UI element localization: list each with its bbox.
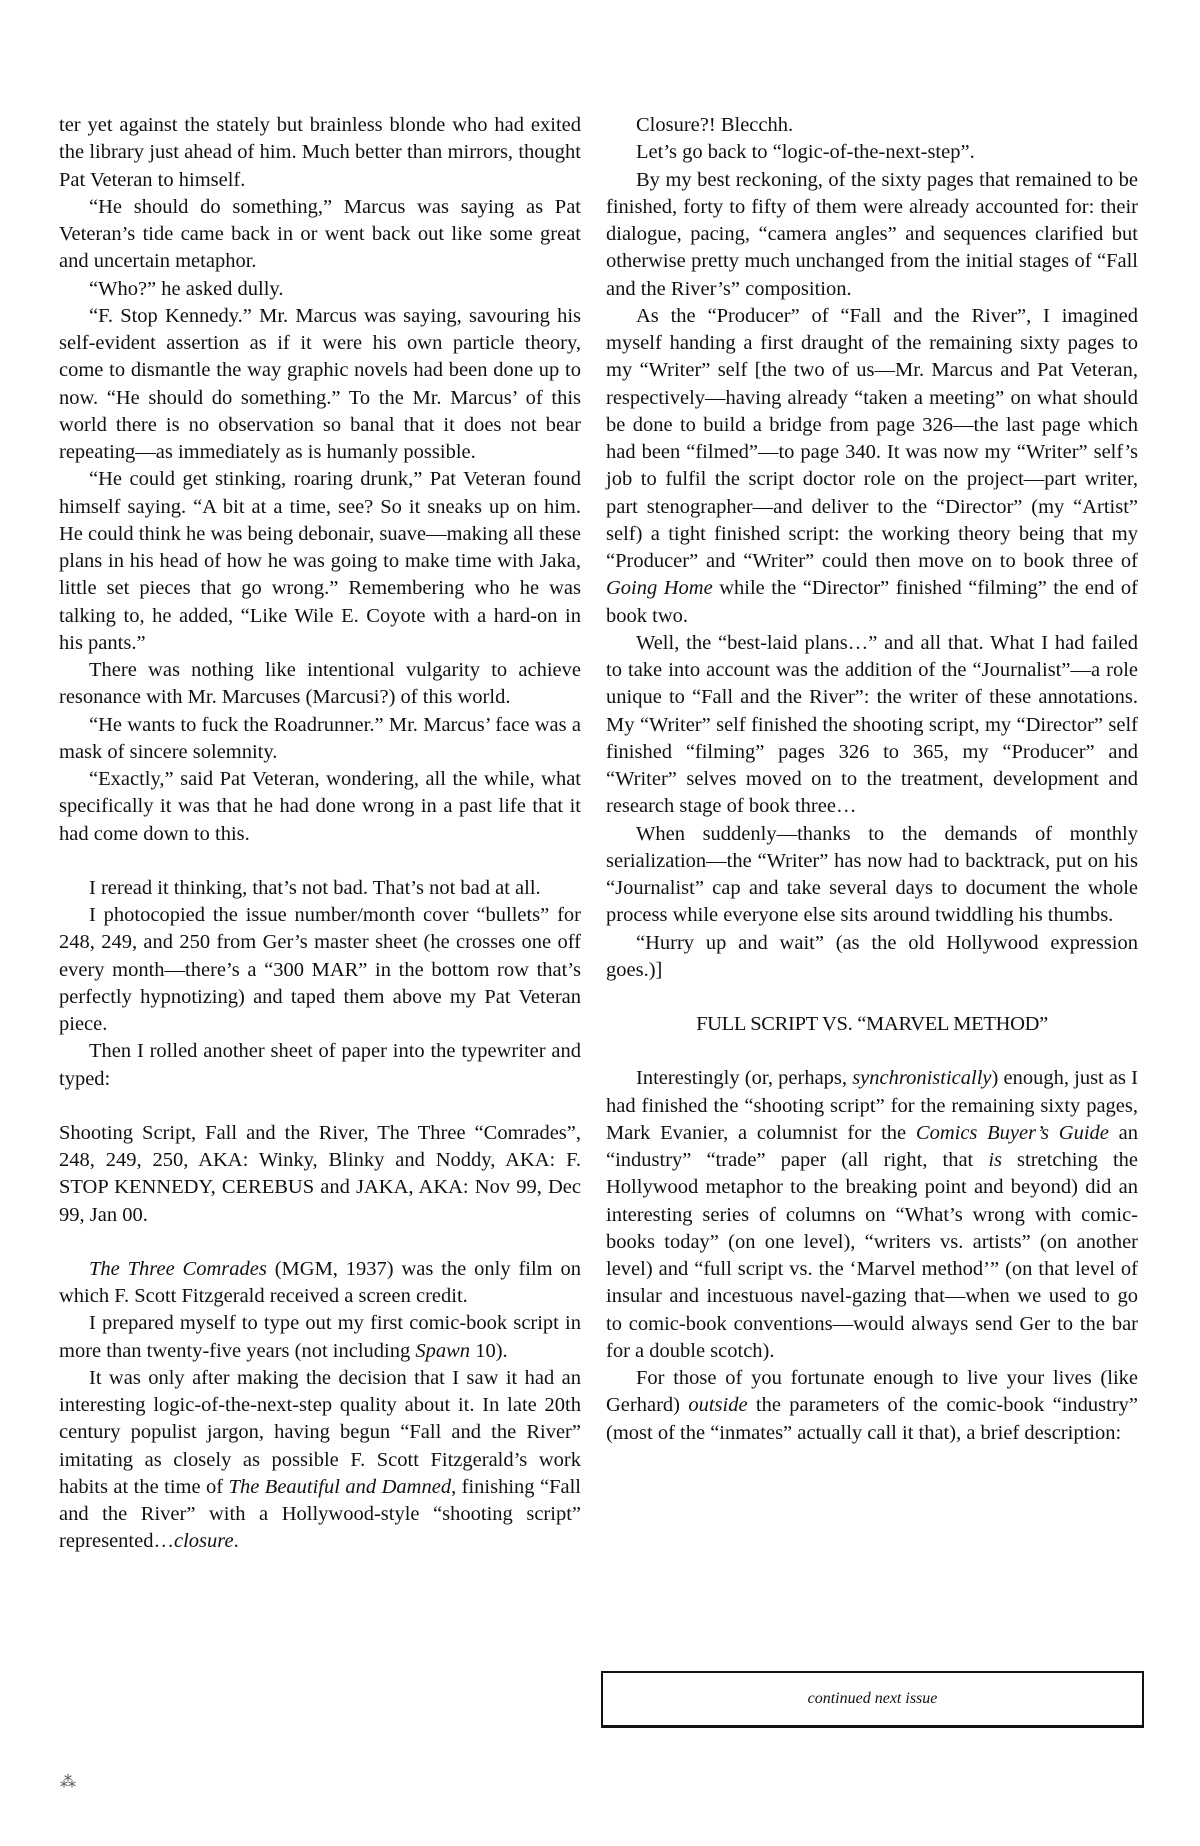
italic-text: The Beautiful and Damned [228,1475,452,1498]
paragraph [59,766,581,848]
italic-text: The Three Comrades [89,1257,267,1280]
text-run: Interestingly (or, perhaps, [636,1067,853,1090]
text-run: “Exactly,” said Pat Veteran, wondering, all the while, what specifically it was that he had done wrong in a past life that it had come down to this. [59,768,581,845]
continued-label: continued next issue [807,1690,938,1707]
text-run: “F. Stop Kennedy.” Mr. Marcus was saying, savouring his self-evident assertion as if it were his own particle theory, come to dismantle the way graphic novels had been done up to now. “He should do something.” To the Mr. Marcus’ of this world there is no observation so banal that it does not bear repeating—as immediately as is humanly possible. [59,304,581,463]
paragraph [59,875,581,902]
italic-text: is [988,1149,1002,1171]
italic-text: Comics Buyer’s Guide [915,1121,1109,1144]
paragraph [59,112,581,194]
paragraph [59,1256,581,1311]
paragraph [606,1365,1138,1447]
paragraph [606,1065,1138,1365]
text-run: “He wants to fuck the Roadrunner.” Mr. Marcus’ face was a mask of sincere solemnity. [59,713,581,763]
paragraph [59,466,581,657]
left-column [59,112,581,1556]
text-run: , finishing “Fall and the River” with a Hollywood-style “shooting script” represented… [59,1475,581,1553]
italic-text: Spawn [415,1339,471,1362]
right-column-body [606,112,1138,984]
text-run: I reread it thinking, that’s not bad. That’s not bad at all. [89,876,541,899]
paragraph [59,902,581,1038]
text-run: Let’s go back to “logic-of-the-next-step”. [636,141,975,164]
text-run: It was only after making the decision that I saw it had an interesting logic-of-the-next-step quality about it. In late 20th century populist jargon, having begun “Fall and the River” imitating as closely as possible F. Scott Fitzgerald’s work habits at the time of [59,1366,581,1498]
text-run: ter yet against the stately but brainless blonde who had exited the library just ahead of him. Much better than mirrors, thought Pat Veteran to himself. [59,114,581,191]
paragraph [59,712,581,767]
text-run: For those of you fortunate enough to live your lives (like Gerhard) [606,1367,1138,1417]
italic-text: synchronistically [852,1067,992,1090]
text-run: There was nothing like intentional vulgarity to achieve resonance with Mr. Marcuses (Marcusi?) of this world. [59,659,581,709]
right-column [606,112,1138,1447]
paragraph [59,1120,581,1229]
paragraph [606,630,1138,821]
text-run: Then I rolled another sheet of paper into the typewriter and typed: [59,1040,581,1090]
text-run: As the “Producer” of “Fall and the River”, I imagined myself handing a first draught of the remaining sixty pages to my “Writer” self [the two of us—Mr. Marcus and Pat Veteran, respectively—having already “taken a meeting” on what should be done to build a bridge from page 326—the last page which had been “filmed”—to page 340. It was now my “Writer” self’s job to fulfil the script doctor role on the project—part writer, part stenographer—and deliver to the “Director” (my “Artist” self) a tight finished script: the working theory being that my “Producer” and “Writer” could then move on to book three of [606,304,1138,572]
text-run: Shooting Script, Fall and the River, The Three “Comrades”, 248, 249, 250, AKA: Winky, Blinky and Noddy, AKA: F. STOP KENNEDY, CEREBUS and JAKA, AKA: Nov 99, Dec 99, Jan 00. [59,1121,581,1226]
paragraph [606,821,1138,930]
paragraph [606,112,1138,139]
text-run: . [233,1530,239,1553]
text-run: When suddenly—thanks to the demands of monthly serialization—the “Writer” has now had to backtrack, put on his “Journalist” cap and take several days to document the whole process while everyone else sits around twiddling his thumbs. [606,822,1138,927]
text-run: while the “Director” finished “filming” the end of book two. [606,577,1138,627]
paragraph [59,276,581,303]
text-run: I prepared myself to type out my first comic-book script in more than twenty-five years (not including [59,1312,581,1362]
paragraph [59,303,581,467]
text-run: I photocopied the issue number/month cover “bullets” for 248, 249, and 250 from Ger’s master sheet (he crosses one off every month—there’s a “300 MAR” in the bottom row that’s perfectly hypnotizing) and taped them above my Pat Veteran piece. [59,904,581,1035]
text-run: Closure?! Blecchh. [636,114,794,136]
text-run: “Hurry up and wait” (as the old Hollywood expression goes.)] [606,931,1138,981]
text-run: “Who?” he asked dully. [89,277,284,300]
italic-text: Going Home [606,577,713,600]
text-run: the parameters of the comic-book “industry” (most of the “inmates” actually call it that), a brief description: [606,1394,1138,1444]
text-run: “He should do something,” Marcus was saying as Pat Veteran’s tide came back in or went back out like some great and uncertain metaphor. [59,195,581,273]
continued-next-issue-box [601,1671,1144,1728]
paragraph [606,139,1138,166]
paragraph [59,657,581,712]
paragraph [606,303,1138,630]
paragraph [59,1365,581,1556]
text-run: an “industry” “trade” paper (all right, that [606,1121,1138,1171]
paragraph [606,930,1138,985]
paragraph [606,167,1138,303]
text-run: Well, the “best-laid plans…” and all that. What I had failed to take into account was the addition of the “Journalist”—a role unique to “Fall and the River”: the writer of these annotations. My “Writer” self finished the shooting script, my “Director” self finished “filming” pages 326 to 365, my “Producer” and “Writer” selves moved on to the treatment, development and research stage of book three… [606,631,1138,818]
right-column-section-body [606,1065,1138,1447]
text-run: stretching the Hollywood metaphor to the breaking point and beyond) did an interesting series of columns on “What’s wrong with comic-books today” (on one level), “writers vs. artists” (on another level) and “full script vs. the ‘Marvel method’” (on that level of insular and incestuous navel-gazing that—when we used to go to comic-book conventions—would always send Ger to the bar for a double scotch). [606,1149,1138,1362]
text-run: 10). [470,1339,508,1362]
paragraph [59,1038,581,1093]
text-run: “He could get stinking, roaring drunk,” Pat Veteran found himself saying. “A bit at a time, see? So it sneaks up on him. He could think he was being debonair, suave—making all these plans in his head of how he was going to make time with Jaka, little set pieces that go wrong.” Remembering who he was talking to, he added, “Like Wile E. Coyote with a hard-on in his pants.” [59,468,581,654]
text-run: (MGM, 1937) was the only film on which F. Scott Fitzgerald received a screen credit. [59,1257,581,1307]
paragraph [59,194,581,276]
printer-mark-icon: ⁂ [60,1774,74,1791]
italic-text: closure [173,1530,234,1553]
text-run: By my best reckoning, of the sixty pages that remained to be finished, forty to fifty of them were already accounted for: their dialogue, pacing, “camera angles” and sequences clarified but otherwise pretty much unchanged from the initial stages of “Fall and the River’s” composition. [606,168,1138,300]
text-run: ) enough, just as I had finished the “shooting script” for the remaining sixty pages, Mark Evanier, a columnist for the [606,1067,1138,1144]
section-heading: FULL SCRIPT VS. “MARVEL METHOD” [696,1013,1048,1035]
paragraph [59,1310,581,1365]
italic-text: outside [688,1394,748,1417]
